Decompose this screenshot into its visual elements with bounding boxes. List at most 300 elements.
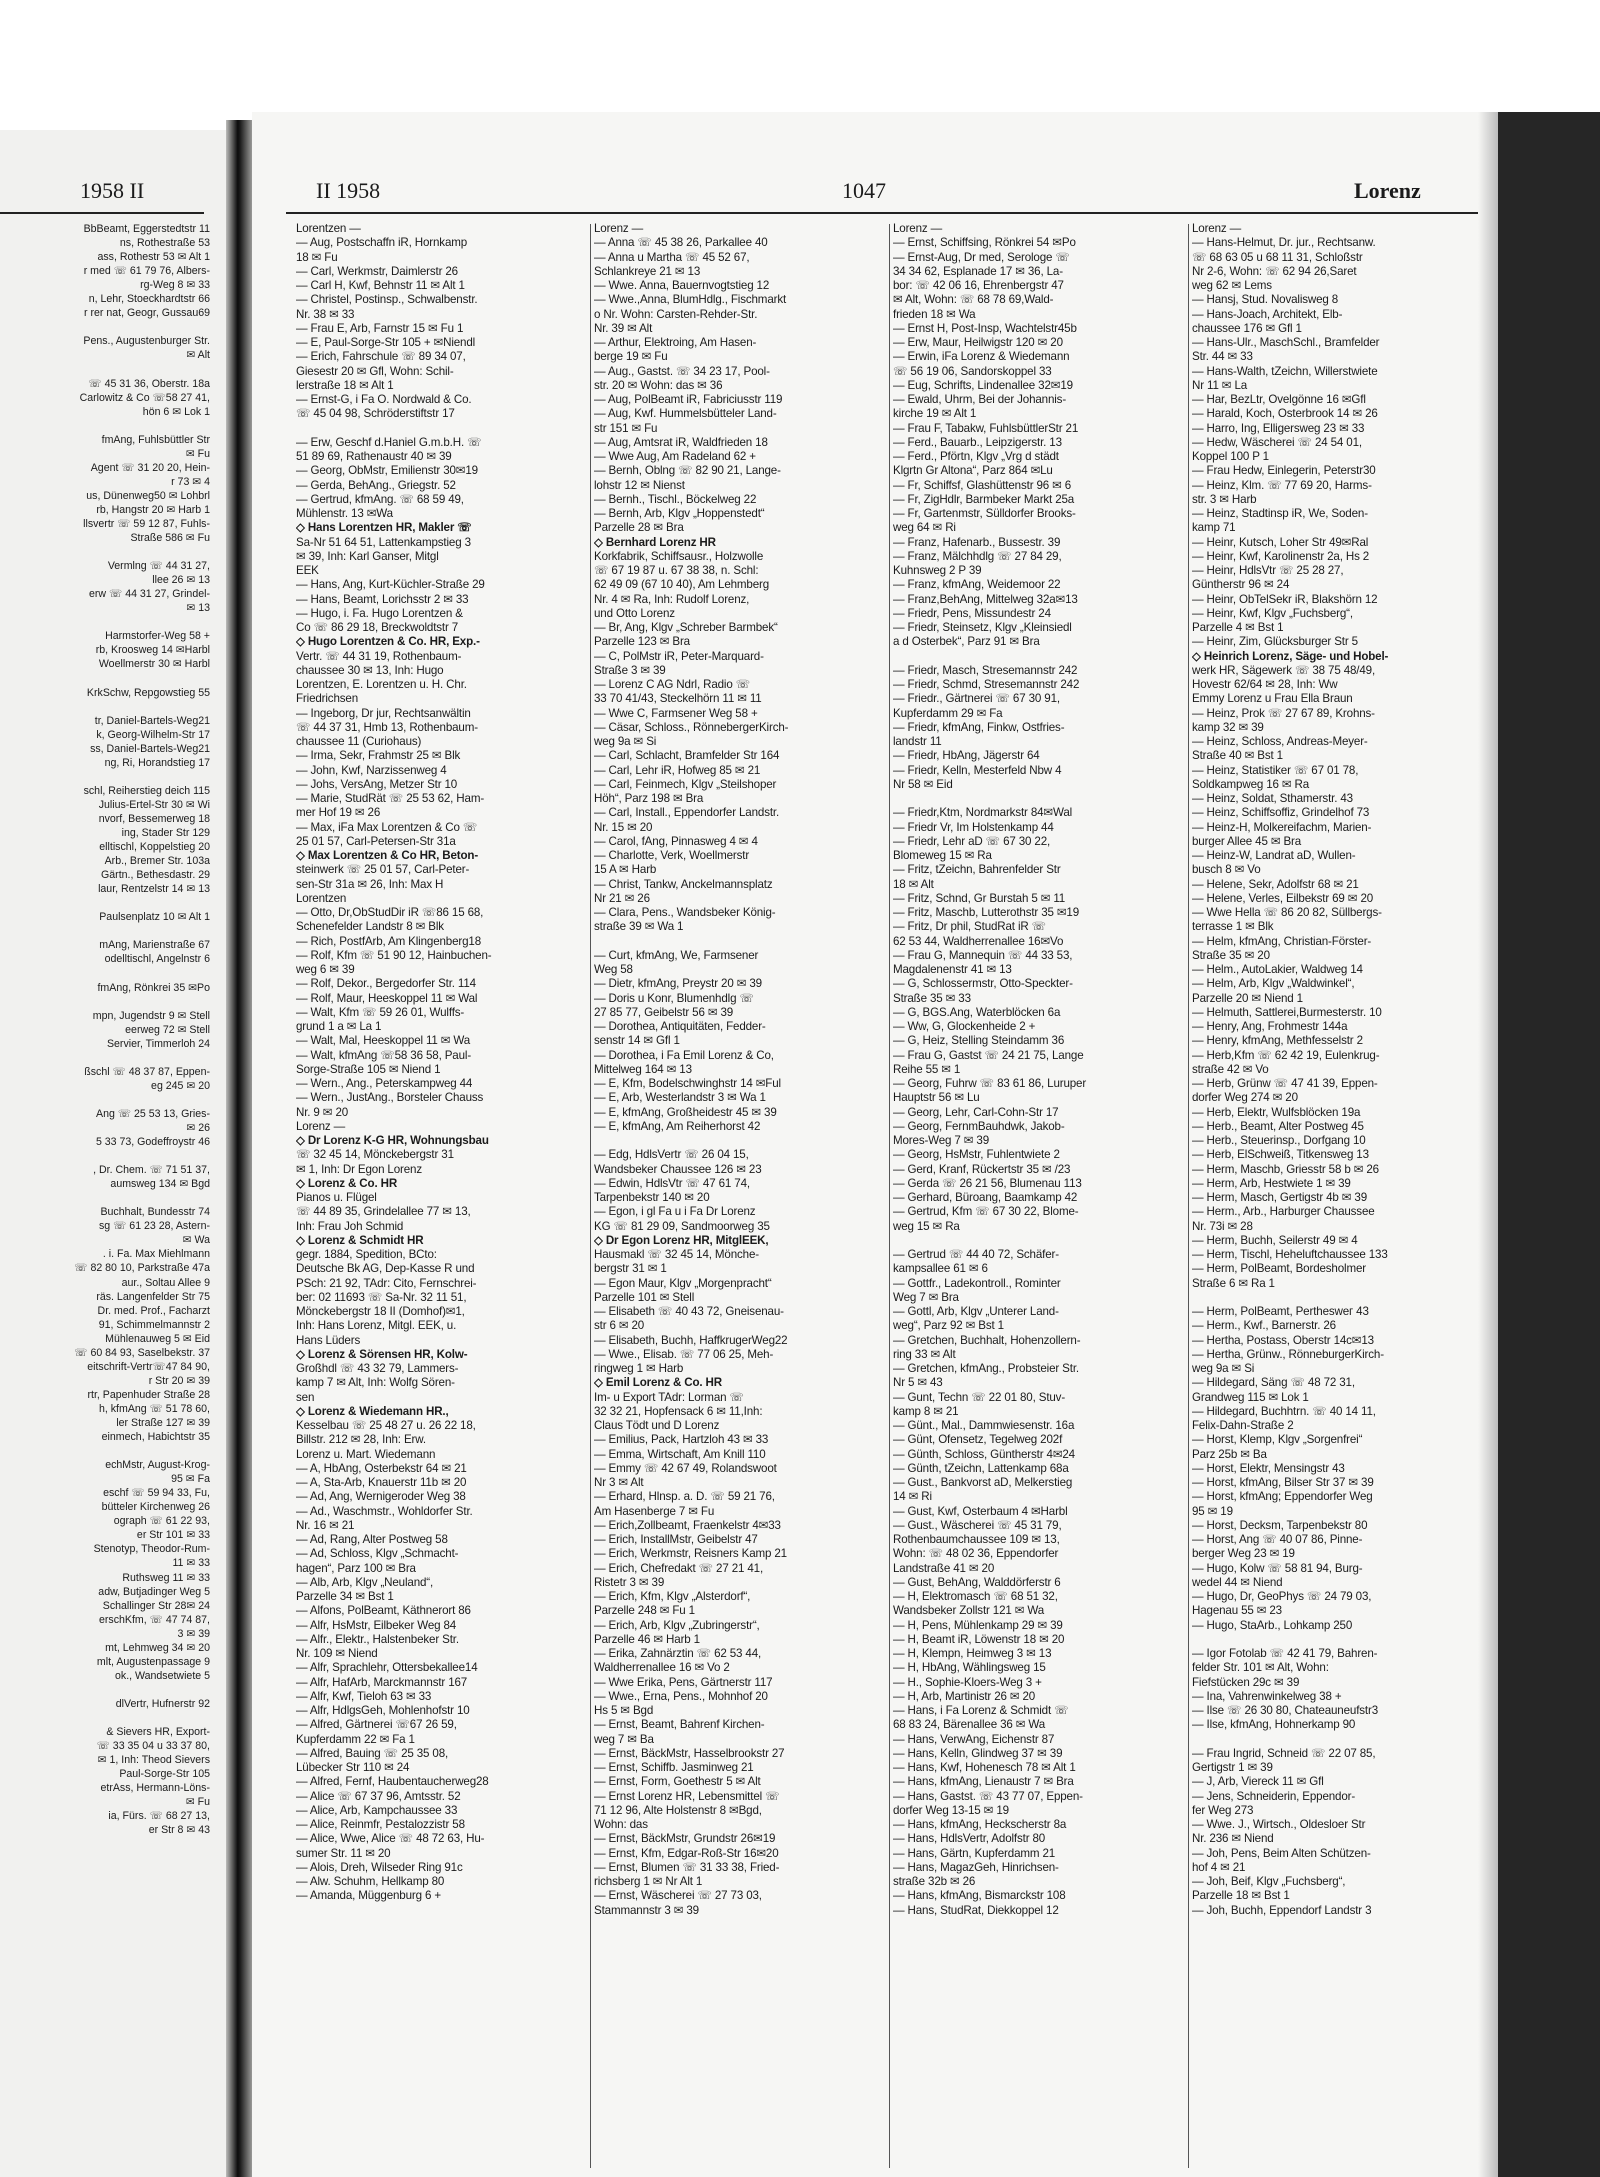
directory-entry-line: Inh: Hans Lorenz, Mitgl. EEK, u. bbox=[296, 1319, 457, 1333]
directory-entry-line: bergstr 31 ✉ 1 bbox=[594, 1262, 667, 1276]
previous-page-strip bbox=[0, 130, 226, 2177]
directory-entry-line: — Alfred, Gärtnerei ☏67 26 59, bbox=[296, 1718, 457, 1732]
directory-entry-line: — Alice ☏ 67 37 96, Amtsstr. 52 bbox=[296, 1789, 461, 1803]
directory-entry-line: sen bbox=[296, 1390, 315, 1404]
previous-page-line: laur, Rentzelstr 14 ✉ 13 bbox=[98, 883, 210, 896]
directory-entry-line: — E, Paul-Sorge-Str 105 + ✉Niendl bbox=[296, 336, 476, 349]
directory-entry-line: — Frau G, Mannequin ☏ 44 33 53, bbox=[893, 948, 1073, 962]
directory-entry-line: weg 7 ✉ Ba bbox=[594, 1732, 654, 1746]
previous-page-line: elltischl, Koppelstieg 20 bbox=[99, 841, 210, 854]
directory-entry-line: Landstraße 41 ✉ 20 bbox=[893, 1561, 995, 1575]
directory-entry-line: 33 70 41/43, Steckelhörn 11 ✉ 11 bbox=[594, 692, 762, 706]
directory-entry-line: 95 ✉ 19 bbox=[1192, 1504, 1233, 1518]
directory-entry-line: ◇ Hans Lorentzen HR, Makler ☏ bbox=[296, 521, 472, 535]
directory-entry-line bbox=[1192, 1291, 1482, 1305]
directory-entry-line: — Bernh, Arb, Klgv „Hoppenstedt“ bbox=[594, 507, 765, 520]
directory-entry-line: werk HR, Sägewerk ☏ 38 75 48/49, bbox=[1192, 663, 1376, 677]
directory-entry-line: — Erich, InstallMstr, Geibelstr 47 bbox=[594, 1533, 758, 1546]
directory-entry-line: kamp 8 ✉ 21 bbox=[893, 1404, 959, 1418]
directory-entry-line: — Carl, Feinmech, Klgv „Steilshoper bbox=[594, 777, 777, 791]
directory-entry-line: Güntherstr 96 ✉ 24 bbox=[1192, 578, 1290, 592]
directory-entry-line: — Georg, FernmBauhdwk, Jakob- bbox=[893, 1119, 1065, 1133]
directory-entry-line: — Heinr, ObTelSekr iR, Blakshörn 12 bbox=[1192, 592, 1378, 606]
previous-page-line: echMstr, August-Krog- bbox=[105, 1459, 210, 1472]
directory-entry-line: o Nr. Wohn: Carsten-Rehder-Str. bbox=[594, 307, 758, 321]
previous-page-line: eitschrift-Vertr☏47 84 90, bbox=[87, 1360, 210, 1373]
directory-entry-line: — Hugo, StaArb., Lohkamp 250 bbox=[1192, 1618, 1353, 1632]
directory-entry-line: — Fritz, tZeichn, Bahrenfelder Str bbox=[893, 863, 1061, 877]
directory-entry-line: ringweg 1 ✉ Harb bbox=[594, 1362, 684, 1375]
directory-entry-line: Nr. 15 ✉ 20 bbox=[594, 820, 653, 834]
directory-entry-line: Wandsbeker Chaussee 126 ✉ 23 bbox=[594, 1162, 762, 1176]
directory-entry-line: — Eug, Schrifts, Lindenallee 32✉19 bbox=[893, 378, 1073, 392]
directory-entry-line: — Gretchen, kfmAng., Probsteier Str. bbox=[893, 1362, 1079, 1375]
column-separator bbox=[1188, 224, 1189, 2168]
directory-entry-line: — J, Arb, Viereck 11 ✉ Gfl bbox=[1192, 1775, 1324, 1789]
previous-page-line: Dr. med. Prof., Facharzt bbox=[97, 1304, 210, 1317]
directory-entry-line: — Walt, Mal, Heeskoppel 11 ✉ Wa bbox=[296, 1034, 471, 1048]
directory-entry-line: — Heinr, Zim, Glücksburger Str 5 bbox=[1192, 635, 1358, 649]
directory-entry-line: — A, Sta-Arb, Knauerstr 11b ✉ 20 bbox=[296, 1476, 467, 1489]
directory-entry-line: — Herb, Elektr, Wulfsblöcken 19a bbox=[1192, 1105, 1361, 1119]
directory-entry-line: — Friedr, Kelln, Mesterfeld Nbw 4 bbox=[893, 763, 1062, 777]
directory-entry-line: ✉ Alt, Wohn: ☏ 68 78 69,Wald- bbox=[893, 293, 1054, 307]
directory-entry-line: straße 32b ✉ 26 bbox=[893, 1875, 976, 1888]
directory-entry-line: — Ad., Waschmstr., Wohldorfer Str. bbox=[296, 1504, 473, 1518]
directory-entry-line: Hs 5 ✉ Bgd bbox=[594, 1704, 654, 1717]
previous-page-line: ßschl ☏ 48 37 87, Eppen- bbox=[84, 1065, 210, 1078]
previous-page-line: us, Dünenweg50 ✉ Lohbrl bbox=[86, 489, 210, 502]
directory-entry-line: Nr. 73i ✉ 28 bbox=[1192, 1219, 1253, 1233]
directory-entry-line: weg 9a ✉ Si bbox=[1192, 1362, 1255, 1375]
directory-entry-line: lerstraße 18 ✉ Alt 1 bbox=[296, 378, 394, 392]
directory-entry-line: — Frau Ingrid, Schneid ☏ 22 07 85, bbox=[1192, 1746, 1376, 1760]
previous-page-line: Schallinger Str 28✉ 24 bbox=[102, 1599, 210, 1612]
directory-entry-line: — Gust, BehAng, Walddörferstr 6 bbox=[893, 1575, 1061, 1589]
previous-page-line bbox=[0, 896, 210, 910]
directory-entry-line: — Frau Hedw, Einlegerin, Peterstr30 bbox=[1192, 464, 1376, 478]
directory-entry-line: — Edwin, HdlsVtr ☏ 47 61 74, bbox=[594, 1176, 750, 1190]
directory-entry-line: — Henry, Ang, Frohmestr 144a bbox=[1192, 1020, 1348, 1033]
directory-entry-line: — Alfr, HsMstr, Eilbeker Weg 84 bbox=[296, 1618, 457, 1632]
directory-entry-line: — Wwe.,Anna, BlumHdlg., Fischmarkt bbox=[594, 293, 787, 307]
directory-entry-line: Weg 58 bbox=[594, 963, 633, 976]
directory-entry-line: Nr. 109 ✉ Niend bbox=[296, 1647, 378, 1660]
previous-page-line: Paulsenplatz 10 ✉ Alt 1 bbox=[99, 911, 210, 924]
directory-entry-line: — Heinz-W, Landrat aD, Wullen- bbox=[1192, 849, 1356, 862]
directory-entry-line: — Hans, VerwAng, Eichenstr 87 bbox=[893, 1732, 1055, 1746]
directory-entry-line: 27 85 77, Geibelstr 56 ✉ 39 bbox=[594, 1005, 734, 1019]
previous-page-line: r Str 20 ✉ 39 bbox=[148, 1374, 210, 1387]
directory-entry-line: — Rolf, Kfm ☏ 51 90 12, Hainbuchen- bbox=[296, 948, 492, 962]
directory-entry-line: — Ernst Lorenz HR, Lebensmittel ☏ bbox=[594, 1789, 780, 1803]
directory-entry-line: Kesselbau ☏ 25 48 27 u. 26 22 18, bbox=[296, 1419, 476, 1432]
directory-entry-line: — Charlotte, Verk, Woellmerstr bbox=[594, 849, 750, 862]
directory-entry-line: — Hans, StudRat, Diekkoppel 12 bbox=[893, 1903, 1059, 1917]
scan-background bbox=[1498, 112, 1600, 2177]
directory-entry-line: straße 42 ✉ Vo bbox=[1192, 1062, 1269, 1076]
previous-page-line: rg-Weg 8 ✉ 33 bbox=[140, 279, 210, 292]
directory-entry-line: — Friedr Vr, Im Holstenkamp 44 bbox=[893, 820, 1054, 834]
previous-page-line: ia, Fürs. ☏ 68 27 13, bbox=[108, 1810, 210, 1823]
directory-entry-line: Sa-Nr 51 64 51, Lattenkampstieg 3 bbox=[296, 535, 471, 549]
previous-page-line: erschKfm, ☏ 47 74 87, bbox=[99, 1613, 210, 1626]
directory-entry-line: Am Hasenberge 7 ✉ Fu bbox=[594, 1504, 715, 1518]
directory-entry-line: — Helene, Verles, Eilbekstr 69 ✉ 20 bbox=[1192, 891, 1374, 905]
previous-page-line: 91, Schimmelmannstr 2 bbox=[98, 1318, 210, 1331]
directory-entry-line: 25 01 57, Carl-Petersen-Str 31a bbox=[296, 834, 456, 848]
directory-entry-line: Parzelle 28 ✉ Bra bbox=[594, 521, 684, 535]
directory-entry-line: — Walt, kfmAng ☏58 36 58, Paul- bbox=[296, 1048, 472, 1062]
directory-entry-line: — Henry, kfmAng, Methfesselstr 2 bbox=[1192, 1034, 1363, 1048]
previous-page-line: ☏ 45 31 36, Oberstr. 18a bbox=[88, 377, 210, 390]
directory-entry-line: — Jens, Schneiderin, Eppendor- bbox=[1192, 1789, 1356, 1803]
directory-entry-line: — Cäsar, Schloss., RönnebergerKirch- bbox=[594, 720, 789, 734]
directory-entry-line: — Hans, kfmAng, Heckscherstr 8a bbox=[893, 1818, 1067, 1831]
previous-page-line: r med ☏ 61 79 76, Albers- bbox=[83, 265, 210, 278]
directory-entry-line: Nr 21 ✉ 26 bbox=[594, 891, 650, 905]
directory-entry-line: Lorenz — bbox=[296, 1119, 346, 1133]
directory-entry-line: — Hans, kfmAng, Lienaustr 7 ✉ Bra bbox=[893, 1775, 1074, 1789]
directory-entry-line: — Erich,Zollbeamt, Fraenkelstr 4✉33 bbox=[594, 1518, 781, 1532]
directory-entry-line: Grandweg 115 ✉ Lok 1 bbox=[1192, 1390, 1309, 1404]
page-edge-shadow bbox=[1478, 112, 1498, 2177]
previous-page-line: räs. Langenfelder Str 75 bbox=[96, 1290, 210, 1303]
directory-entry-line: a d Osterbek“, Parz 91 ✉ Bra bbox=[893, 635, 1040, 649]
directory-entry-line bbox=[594, 1134, 884, 1148]
directory-entry-line: — Hans-Ulr., MaschSchl., Bramfelder bbox=[1192, 336, 1380, 349]
directory-entry-line: — Ina, Vahrenwinkelweg 38 + bbox=[1192, 1689, 1342, 1703]
previous-page-line: ✉ Fu bbox=[185, 1796, 210, 1809]
previous-page-line bbox=[0, 1093, 210, 1107]
previous-page-line: rb, Kroosweg 14 ✉Harbl bbox=[95, 644, 210, 657]
previous-page-line: ok., Wandsetwiete 5 bbox=[115, 1669, 210, 1682]
previous-page-line: Vermlng ☏ 44 31 27, bbox=[107, 560, 210, 573]
directory-entry-line: dorfer Weg 13-15 ✉ 19 bbox=[893, 1803, 1009, 1817]
directory-entry-line: ✉ 39, Inh: Karl Ganser, Mitgl bbox=[296, 549, 439, 563]
previous-page-line: tr, Daniel-Bartels-Weg21 bbox=[94, 714, 210, 727]
previous-page-line: Ang ☏ 25 53 13, Gries- bbox=[96, 1107, 210, 1120]
previous-page-line: einmech, Habichtstr 35 bbox=[101, 1431, 210, 1444]
directory-entry-line: steinwerk ☏ 25 01 57, Carl-Peter- bbox=[296, 863, 470, 877]
directory-entry-line: Lorentzen bbox=[296, 891, 347, 905]
directory-entry-line: Deutsche Bk AG, Dep-Kasse R und bbox=[296, 1262, 475, 1276]
previous-page-line: , Dr. Chem. ☏ 71 51 37, bbox=[93, 1164, 210, 1177]
previous-page-line: 11 ✉ 33 bbox=[172, 1557, 210, 1570]
directory-entry-line: Tarpenbekstr 140 ✉ 20 bbox=[594, 1191, 710, 1204]
directory-entry-line: — H, Elektromasch ☏ 68 51 32, bbox=[893, 1590, 1058, 1603]
directory-entry-line: ☏ 45 04 98, Schröderstiftstr 17 bbox=[296, 407, 455, 421]
directory-entry-line: — Curt, kfmAng, We, Farmsener bbox=[594, 948, 759, 962]
column-separator bbox=[889, 224, 890, 2168]
previous-page-line bbox=[0, 615, 210, 629]
previous-page-line: ✉ 13 bbox=[186, 602, 210, 615]
directory-column-2 bbox=[594, 222, 884, 2172]
directory-entry-line: Wohn: das bbox=[594, 1818, 648, 1831]
directory-entry-line: Magdalenenstr 41 ✉ 13 bbox=[893, 963, 1012, 976]
previous-page-line: ☏ 82 80 10, Parkstraße 47a bbox=[74, 1262, 210, 1275]
directory-entry-line: — Joh, Beif, Klgv „Fuchsberg“, bbox=[1192, 1875, 1346, 1888]
directory-entry-line: — Horst, Klemp, Klgv „Sorgenfrei“ bbox=[1192, 1433, 1363, 1447]
directory-entry-line: Kuhnsweg 2 P 39 bbox=[893, 564, 982, 577]
directory-entry-line: — Ad, Ang, Wernigeroder Weg 38 bbox=[296, 1490, 466, 1504]
directory-entry-line: — Ernst, Schiffsing, Rönkrei 54 ✉Po bbox=[893, 236, 1076, 250]
directory-entry-line: ☏ 56 19 06, Sandorskoppel 33 bbox=[893, 364, 1052, 378]
previous-page-line: ing, Stader Str 129 bbox=[121, 827, 210, 840]
directory-entry-line: — Emma, Wirtschaft, Am Knill 110 bbox=[594, 1447, 766, 1461]
directory-entry-line: — Günt, Ofensetz, Tegelweg 202f bbox=[893, 1433, 1063, 1447]
directory-entry-line bbox=[594, 935, 884, 949]
previous-page-line: . i. Fa. Max Miehlmann bbox=[102, 1248, 210, 1261]
directory-entry-line: — Ernst, BäckMstr, Grundstr 26✉19 bbox=[594, 1832, 776, 1846]
directory-entry-line: — Heinz, Schiffsoffiz, Grindelhof 73 bbox=[1192, 806, 1370, 820]
previous-page-line: n, Lehr, Stoeckhardtstr 66 bbox=[88, 293, 210, 306]
directory-entry-line: 62 49 09 (67 10 40), Am Lehmberg bbox=[594, 578, 770, 592]
directory-entry-line: — Alfr, Kwf, Tieloh 63 ✉ 33 bbox=[296, 1689, 432, 1703]
directory-entry-line: — Horst, Elektr, Mensingstr 43 bbox=[1192, 1461, 1345, 1475]
directory-entry-line: Nr. 9 ✉ 20 bbox=[296, 1105, 349, 1119]
previous-page-line: ✉ Fu bbox=[185, 447, 210, 460]
directory-entry-line: gegr. 1884, Spedition, BCto: bbox=[296, 1248, 437, 1261]
previous-page-line: ns, Rothestraße 53 bbox=[119, 237, 210, 250]
directory-entry-line: Reihe 55 ✉ 1 bbox=[893, 1062, 961, 1076]
previous-page-line bbox=[0, 700, 210, 714]
directory-entry-line: ber: 02 11693 ☏ Sa-Nr. 32 11 51, bbox=[296, 1290, 467, 1304]
directory-entry-line: dorfer Weg 274 ✉ 20 bbox=[1192, 1091, 1298, 1105]
directory-entry-line: — Ingeborg, Dr jur, Rechtsanwältin bbox=[296, 706, 471, 720]
previous-page-line bbox=[0, 1051, 210, 1065]
directory-column-1 bbox=[296, 222, 586, 2172]
previous-page-line: er Str 101 ✉ 33 bbox=[136, 1529, 210, 1542]
directory-entry-line: EEK bbox=[296, 564, 319, 577]
directory-entry-line: — Aug, PolBeamt iR, Fabriciusstr 119 bbox=[594, 393, 783, 406]
previous-page-line: Straße 586 ✉ Fu bbox=[130, 532, 210, 545]
previous-page-line: ☏ 60 84 93, Saselbekstr. 37 bbox=[74, 1346, 210, 1359]
directory-entry-line: — Hildegard, Buchhtrn. ☏ 40 14 11, bbox=[1192, 1404, 1376, 1418]
directory-entry-line: — Erika, Zahnärztin ☏ 62 53 44, bbox=[594, 1647, 762, 1660]
directory-entry-line: — Wwe C, Farmsener Weg 58 + bbox=[594, 706, 758, 720]
directory-entry-line: — Wwe. Anna, Bauernvogtstieg 12 bbox=[594, 279, 770, 292]
directory-entry-line: Straße 6 ✉ Ra 1 bbox=[1192, 1276, 1275, 1290]
directory-entry-line: Felix-Dahn-Straße 2 bbox=[1192, 1419, 1294, 1432]
directory-entry-line: bor: ☏ 42 06 16, Ehrenbergstr 47 bbox=[893, 279, 1064, 292]
directory-entry-line: — Georg, HsMstr, Fuhlentwiete 2 bbox=[893, 1148, 1060, 1162]
directory-entry-line: — Hans, i Fa Lorenz & Schmidt ☏ bbox=[893, 1704, 1069, 1717]
directory-entry-line: — Carol, fAng, Pinnasweg 4 ✉ 4 bbox=[594, 834, 758, 848]
directory-entry-line: — Gottl, Arb, Klgv „Unterer Land- bbox=[893, 1305, 1059, 1318]
previous-page-line: BbBeamt, Eggerstedtstr 11 bbox=[83, 223, 210, 235]
directory-entry-line: Inh: Frau Joh Schmid bbox=[296, 1219, 404, 1233]
previous-page-line: aur., Soltau Allee 9 bbox=[121, 1276, 210, 1289]
directory-entry-line: — Wern., JustAng., Borsteler Chauss bbox=[296, 1091, 484, 1105]
previous-page-line: Arb., Bremer Str. 103a bbox=[104, 855, 210, 868]
directory-entry-line: — Ernst, Kfm, Edgar-Roß-Str 16✉20 bbox=[594, 1846, 779, 1860]
previous-page-line: Buchhalt, Bundesstr 74 bbox=[100, 1206, 210, 1219]
book-gutter bbox=[226, 120, 252, 2177]
previous-page-line bbox=[0, 1444, 210, 1458]
previous-page-line: adw, Butjadinger Weg 5 bbox=[98, 1585, 210, 1598]
directory-entry-line: — Frau E, Arb, Farnstr 15 ✉ Fu 1 bbox=[296, 321, 464, 335]
directory-entry-line: — Hans, MagazGeh, Hinrichsen- bbox=[893, 1860, 1059, 1874]
directory-entry-line: — Ernst-G, i Fa O. Nordwald & Co. bbox=[296, 393, 472, 406]
directory-entry-line: ☏ 67 19 87 u. 67 38 38, n. Schl: bbox=[594, 564, 759, 577]
directory-entry-line: hof 4 ✉ 21 bbox=[1192, 1860, 1246, 1874]
previous-page-line bbox=[0, 1149, 210, 1163]
previous-page-line: ograph ☏ 61 22 93, bbox=[113, 1515, 210, 1528]
directory-entry-line: Korkfabrik, Schiffsausr., Holzwolle bbox=[594, 549, 764, 563]
directory-entry-line: Parzelle 101 ✉ Stell bbox=[594, 1290, 695, 1304]
directory-entry-line: — Günth, Schloss, Güntherstr 4✉24 bbox=[893, 1447, 1075, 1461]
directory-entry-line: — Doris u Konr, Blumenhdlg ☏ bbox=[594, 991, 754, 1005]
directory-entry-line: — E, kfmAng, Großheidestr 45 ✉ 39 bbox=[594, 1105, 777, 1119]
previous-page-line: er Str 8 ✉ 43 bbox=[148, 1824, 210, 1837]
directory-entry-line: Koppel 100 P 1 bbox=[1192, 450, 1269, 463]
directory-entry-line: — Heinz-H, Molkereifachm, Marien- bbox=[1192, 820, 1372, 834]
directory-entry-line: chaussee 176 ✉ Gfl 1 bbox=[1192, 321, 1302, 335]
directory-entry-line: — Wwe Erika, Pens, Gärtnerstr 117 bbox=[594, 1675, 773, 1689]
previous-page-line: llee 26 ✉ 13 bbox=[152, 574, 210, 587]
directory-entry-line: — Hedw, Wäscherei ☏ 24 54 01, bbox=[1192, 435, 1362, 449]
directory-entry-line: 18 ✉ Alt bbox=[893, 877, 934, 891]
directory-entry-line: Nr 58 ✉ Eid bbox=[893, 777, 953, 791]
directory-entry-line: Im- u Export TAdr: Lorman ☏ bbox=[594, 1390, 744, 1404]
directory-entry-line: — Hans, Kwf, Hohenesch 78 ✉ Alt 1 bbox=[893, 1761, 1076, 1774]
directory-entry-line: ◇ Dr Lorenz K-G HR, Wohnungsbau bbox=[296, 1134, 489, 1147]
directory-entry-line: wedel 44 ✉ Niend bbox=[1192, 1575, 1283, 1589]
directory-entry-line: Parzelle 123 ✉ Bra bbox=[594, 635, 690, 649]
directory-entry-line: — E, kfmAng, Am Reiherhorst 42 bbox=[594, 1119, 761, 1133]
directory-entry-line: Rothenbaumchaussee 109 ✉ 13, bbox=[893, 1533, 1060, 1546]
directory-entry-line: — Fr, Gartenmstr, Sülldorfer Brooks- bbox=[893, 507, 1076, 520]
directory-entry-line: Emmy Lorenz u Frau Ella Braun bbox=[1192, 692, 1353, 706]
previous-page-line: mt, Lehmweg 34 ✉ 20 bbox=[105, 1641, 210, 1654]
directory-entry-line: ◇ Lorenz & Sörensen HR, Kolw- bbox=[296, 1347, 468, 1361]
directory-entry-line: — Friedr, Pens, Missundestr 24 bbox=[893, 606, 1051, 620]
directory-entry-line: Billstr. 212 ✉ 28, Inh: Erw. bbox=[296, 1433, 426, 1447]
directory-entry-line: Stammannstr 3 ✉ 39 bbox=[594, 1903, 699, 1917]
directory-entry-line: ◇ Bernhard Lorenz HR bbox=[594, 535, 716, 549]
previous-page-header: 1958 II bbox=[80, 178, 145, 203]
directory-entry-line: — Hans, HdlsVertr, Adolfstr 80 bbox=[893, 1832, 1046, 1846]
directory-entry-line: Sorge-Straße 105 ✉ Niend 1 bbox=[296, 1062, 441, 1076]
previous-page-line bbox=[0, 672, 210, 686]
directory-entry-line: — Harald, Koch, Osterbrook 14 ✉ 26 bbox=[1192, 407, 1378, 421]
previous-page-line: Stenotyp, Theodor-Rum- bbox=[93, 1543, 210, 1556]
directory-entry-line: ◇ Max Lorentzen & Co HR, Beton- bbox=[296, 849, 479, 862]
directory-entry-line: — Friedr,Ktm, Nordmarkstr 84✉Wal bbox=[893, 806, 1073, 820]
directory-entry-line: Straße 35 ✉ 20 bbox=[1192, 948, 1270, 962]
directory-entry-line: str. 20 ✉ Wohn: das ✉ 36 bbox=[594, 378, 723, 392]
previous-page-line: eschf ☏ 59 94 33, Fu, bbox=[103, 1487, 210, 1500]
directory-entry-line: Claus Tödt und D Lorenz bbox=[594, 1419, 720, 1432]
directory-entry-line: — Dorothea, i Fa Emil Lorenz & Co, bbox=[594, 1048, 774, 1062]
directory-entry-line: Parzelle 46 ✉ Harb 1 bbox=[594, 1632, 700, 1646]
directory-entry-line: — Georg, Lehr, Carl-Cohn-Str 17 bbox=[893, 1105, 1059, 1119]
directory-entry-line: — Br, Ang, Klgv „Schreber Barmbek“ bbox=[594, 621, 778, 634]
directory-entry-line: 14 ✉ Ri bbox=[893, 1490, 932, 1504]
directory-entry-line: Parzelle 18 ✉ Bst 1 bbox=[1192, 1889, 1290, 1903]
directory-entry-line: Weg 7 ✉ Bra bbox=[893, 1290, 959, 1304]
directory-entry-line: — Alfr., Elektr., Halstenbeker Str. bbox=[296, 1632, 459, 1646]
directory-entry-line: berger Weg 23 ✉ 19 bbox=[1192, 1547, 1295, 1561]
directory-entry-line: — Hans, Kelln, Glindweg 37 ✉ 39 bbox=[893, 1746, 1063, 1760]
directory-entry-line: ◇ Heinrich Lorenz, Säge- und Hobel- bbox=[1192, 649, 1389, 663]
directory-entry-line: — E, Arb, Westerlandstr 3 ✉ Wa 1 bbox=[594, 1091, 766, 1105]
directory-entry-line: ◇ Hugo Lorentzen & Co. HR, Exp.- bbox=[296, 635, 480, 649]
directory-entry-line: kirche 19 ✉ Alt 1 bbox=[893, 407, 977, 421]
directory-entry-line: frieden 18 ✉ Wa bbox=[893, 307, 976, 321]
previous-page-line: odelltischl, Angelnstr 6 bbox=[104, 953, 210, 966]
directory-entry-line: sumer Str. 11 ✉ 20 bbox=[296, 1846, 391, 1860]
directory-entry-line: — Herm, Masch, Gertigstr 4b ✉ 39 bbox=[1192, 1191, 1368, 1204]
directory-entry-line: senstr 14 ✉ Gfl 1 bbox=[594, 1034, 680, 1048]
directory-entry-line: — Carl, Werkmstr, Daimlerstr 26 bbox=[296, 264, 458, 278]
directory-entry-line: — Bernh, Oblng ☏ 82 90 21, Lange- bbox=[594, 464, 781, 478]
directory-entry-line: Mittelweg 164 ✉ 13 bbox=[594, 1062, 692, 1076]
directory-entry-line: — Friedr, HbAng, Jägerstr 64 bbox=[893, 749, 1040, 763]
directory-entry-line: — Herb, ElSchweiß, Titkensweg 13 bbox=[1192, 1148, 1369, 1162]
directory-entry-line: — Gertrud, kfmAng. ☏ 68 59 49, bbox=[296, 492, 464, 506]
directory-entry-line: 15 A ✉ Harb bbox=[594, 863, 657, 877]
directory-entry-line: — Erich, Fahrschule ☏ 89 34 07, bbox=[296, 350, 466, 364]
directory-entry-line: Klgrtn Gr Altona“, Parz 864 ✉Lu bbox=[893, 464, 1053, 478]
previous-page-line bbox=[0, 1191, 210, 1205]
previous-page-line: Agent ☏ 31 20 20, Hein- bbox=[90, 461, 210, 474]
directory-entry-line: — Otto, Dr,ObStudDir iR ☏86 15 68, bbox=[296, 906, 484, 919]
directory-entry-line: Soldkampweg 16 ✉ Ra bbox=[1192, 777, 1310, 791]
directory-entry-line: — Herm., Arb., Harburger Chaussee bbox=[1192, 1205, 1375, 1219]
directory-entry-line: — Wwe Aug, Am Radeland 62 + bbox=[594, 450, 756, 463]
directory-entry-line: Nr 3 ✉ Alt bbox=[594, 1476, 644, 1489]
previous-page-line bbox=[0, 545, 210, 559]
previous-page-line: 3 ✉ 39 bbox=[177, 1627, 210, 1640]
directory-entry-line: — Anna u Martha ☏ 45 52 67, bbox=[594, 250, 750, 264]
directory-entry-line: ◇ Lorenz & Wiedemann HR., bbox=[296, 1404, 449, 1418]
directory-entry-line: — Alfr, Sprachlehr, Ottersbekallee14 bbox=[296, 1661, 478, 1675]
directory-entry-line: Nr. 236 ✉ Niend bbox=[1192, 1832, 1274, 1846]
directory-entry-line: — Carl, Install., Eppendorfer Landstr. bbox=[594, 806, 780, 820]
previous-page-line: llsvertr ☏ 59 12 87, Fuhls- bbox=[83, 517, 210, 530]
directory-entry-line: — Emilius, Pack, Hartzloh 43 ✉ 33 bbox=[594, 1433, 769, 1447]
previous-page-line: mpn, Jugendstr 9 ✉ Stell bbox=[92, 1009, 210, 1022]
directory-entry-line: — Carl, Lehr iR, Hofweg 85 ✉ 21 bbox=[594, 763, 761, 777]
directory-entry-line: — Hertha, Postass, Oberstr 14c✉13 bbox=[1192, 1333, 1374, 1347]
directory-entry-line: — Gust., Bankvorst aD, Melkerstieg bbox=[893, 1476, 1073, 1489]
previous-page-line: hön 6 ✉ Lok 1 bbox=[142, 405, 210, 418]
directory-entry-line bbox=[296, 422, 586, 436]
directory-entry-line: weg 62 ✉ Lems bbox=[1192, 279, 1272, 292]
previous-page-line: etrAss, Hermann-Löns- bbox=[100, 1782, 210, 1795]
directory-entry-line: Mores-Weg 7 ✉ 39 bbox=[893, 1134, 990, 1147]
directory-entry-line: — Friedr, kfmAng, Finkw, Ostfries- bbox=[893, 720, 1065, 734]
directory-entry-line: — Georg, Fuhrw ☏ 83 61 86, Luruper bbox=[893, 1077, 1087, 1090]
directory-entry-line: — Heinz, Statistiker ☏ 67 01 78, bbox=[1192, 763, 1359, 777]
directory-entry-line: — G, BGS.Ang, Waterblöcken 6a bbox=[893, 1005, 1061, 1019]
previous-page-line bbox=[0, 966, 210, 980]
previous-page-line: ✉ 1, Inh: Theod Sievers bbox=[97, 1754, 210, 1767]
directory-entry-line: — G, Heiz, Stelling Steindamm 36 bbox=[893, 1034, 1065, 1048]
directory-entry-line: — Heinr, Kwf, Klgv „Fuchsberg“, bbox=[1192, 606, 1353, 620]
directory-entry-line: — H, Arb, Martinistr 26 ✉ 20 bbox=[893, 1689, 1036, 1703]
previous-page-line: ✉ Alt bbox=[186, 349, 210, 362]
directory-entry-line: — Max, iFa Max Lorentzen & Co ☏ bbox=[296, 820, 478, 834]
directory-entry-line: lohstr 12 ✉ Nienst bbox=[594, 478, 685, 492]
previous-page-line: 95 ✉ Fa bbox=[171, 1473, 210, 1486]
directory-entry-line: — Gerda ☏ 26 21 56, Blumenau 113 bbox=[893, 1176, 1082, 1190]
directory-entry-line: — Elisabeth ☏ 40 43 72, Gneisenau- bbox=[594, 1305, 784, 1318]
directory-entry-line: — Herm, Maschb, Griesstr 58 b ✉ 26 bbox=[1192, 1162, 1379, 1176]
directory-entry-line: ☏ 44 89 35, Grindelallee 77 ✉ 13, bbox=[296, 1205, 471, 1219]
